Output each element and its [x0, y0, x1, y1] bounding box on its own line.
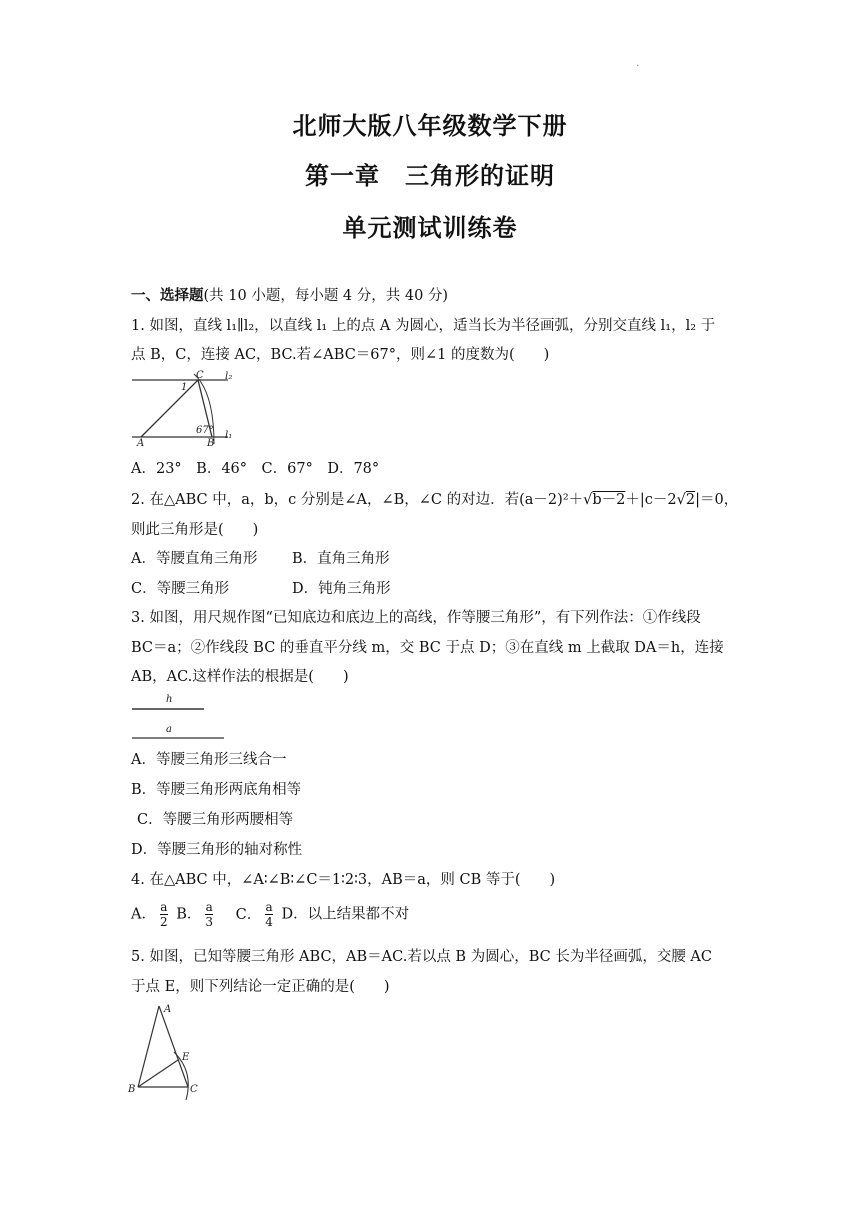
q2-radicand-1: b－2	[592, 492, 626, 508]
q2-text-a: 2. 在△ABC 中，a，b，c 分别是∠A，∠B，∠C 的对边．若(a－2)²＋	[131, 492, 584, 508]
q5-line2: 于点 E，则下列结论一定正确的是( )	[131, 979, 390, 995]
q1-figure	[128, 370, 243, 448]
section-label: 一、选择题	[131, 288, 204, 304]
page-title: 北师大版八年级数学下册	[292, 112, 568, 140]
q2-option-c: C．等腰三角形	[131, 581, 230, 597]
label-c: C	[190, 1084, 198, 1095]
label-l2: l₂	[225, 371, 233, 382]
frac-num: a	[205, 900, 213, 914]
q4-line1: 4. 在△ABC 中，∠A∶∠B∶∠C＝1∶2∶3，AB＝a，则 CB 等于( )	[131, 872, 556, 888]
q3-line1: 3. 如图，用尺规作图“已知底边和底边上的高线，作等腰三角形”，有下列作法：①作线段	[131, 610, 701, 626]
q2-radicand-2: 2	[685, 492, 696, 508]
q2-text-b: ＋|c－2	[625, 492, 677, 508]
q4-option-d: D．以上结果都不对	[281, 906, 410, 923]
q3-line3: AB，AC.这样作法的根据是( )	[131, 669, 349, 685]
fraction-a-over-2	[160, 900, 168, 929]
label-a: A	[137, 438, 145, 448]
label-l1: l₁	[225, 430, 233, 441]
fraction-a-over-4	[265, 900, 273, 929]
segment-ac	[141, 380, 198, 437]
q5-figure	[124, 1000, 214, 1105]
frac-den: 2	[159, 915, 168, 929]
q2-text-c: |＝0，	[695, 492, 739, 508]
q3-option-b: B．等腰三角形两底角相等	[131, 782, 302, 798]
label-a-seg: a	[166, 724, 172, 735]
q3-figure	[128, 690, 228, 740]
q2-option-d: D．钝角三角形	[292, 581, 391, 597]
q5-line1: 5. 如图，已知等腰三角形 ABC，AB＝AC.若以点 B 为圆心，BC 长为半径画弧，交腰 AC	[131, 949, 713, 965]
q2-option-b: B．直角三角形	[292, 551, 390, 567]
frac-num: a	[160, 900, 168, 914]
q2-line1	[131, 488, 738, 509]
q3-line2: BC＝a；②作线段 BC 的垂直平分线 m，交 BC 于点 D；③在直线 m 上截取 DA＝h，连接	[131, 640, 724, 656]
section-desc: (共 10 小题，每小题 4 分，共 40 分)	[203, 288, 449, 304]
q4-options	[131, 900, 409, 929]
paper-subtitle: 单元测试训练卷	[342, 214, 518, 242]
frac-den: 4	[265, 915, 273, 929]
label-h: h	[166, 694, 173, 705]
q4-option-a-label: A．	[131, 906, 156, 923]
label-e: E	[182, 1052, 190, 1063]
q2-line2: 则此三角形是( )	[131, 522, 259, 538]
q1-line1: 1. 如图，直线 l₁∥l₂，以直线 l₁ 上的点 A 为圆心，适当长为半径画弧，分别交直线 l₁，l₂ 于	[131, 318, 716, 334]
q1-options: A．23° B．46° C．67° D．78°	[131, 461, 380, 477]
fraction-a-over-3	[205, 900, 213, 929]
frac-den: 3	[205, 915, 214, 929]
q4-option-b-label: B．	[176, 906, 202, 923]
q4-option-c-label: C．	[235, 906, 262, 923]
page-dot: .	[636, 58, 640, 69]
frac-num: a	[265, 900, 273, 914]
chapter-title: 第一章 三角形的证明	[305, 162, 555, 190]
q3-option-d: D．等腰三角形的轴对称性	[131, 842, 303, 858]
label-c: C	[196, 370, 204, 381]
label-b: B	[128, 1084, 136, 1095]
label-a: A	[164, 1004, 172, 1015]
q3-option-a: A．等腰三角形三线合一	[131, 752, 287, 768]
q2-option-a: A．等腰直角三角形	[131, 551, 258, 567]
label-67: 67°	[196, 425, 214, 436]
sqrt-sign-1: √	[583, 492, 593, 508]
q1-line2: 点 B，C，连接 AC，BC.若∠ABC＝67°，则∠1 的度数为( )	[131, 347, 550, 363]
label-angle1: 1	[181, 382, 188, 393]
label-b: B	[207, 438, 215, 448]
q3-option-c: C．等腰三角形两腰相等	[137, 812, 294, 828]
section-heading	[131, 284, 448, 305]
segment-ac	[159, 1006, 188, 1087]
sqrt-sign-2: √	[676, 492, 686, 508]
